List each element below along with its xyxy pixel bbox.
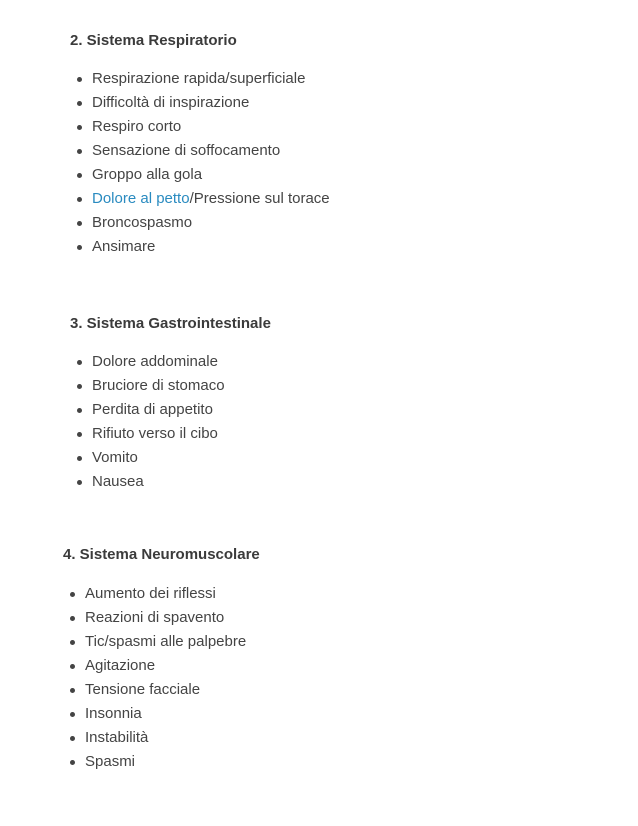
list-item-text: Insonnia: [85, 705, 142, 722]
bullet-icon: [77, 408, 82, 413]
bullet-icon: [70, 712, 75, 717]
list-item-text: Groppo alla gola: [92, 166, 203, 183]
list-item-text: Aumento dei riflessi: [85, 585, 216, 602]
bullet-icon: [77, 101, 82, 106]
bullet-icon: [70, 616, 75, 621]
bullet-icon: [70, 664, 75, 669]
bullet-icon: [70, 736, 75, 741]
list-item-text: Nausea: [92, 473, 144, 490]
bullet-icon: [77, 197, 82, 202]
bullet-icon: [77, 221, 82, 226]
bullet-icon: [77, 432, 82, 437]
chest-pain-link[interactable]: Dolore al petto: [92, 190, 190, 207]
list-item-text: Dolore addominale: [92, 353, 218, 370]
bullet-icon: [77, 77, 82, 82]
list-item-text: Sensazione di soffocamento: [92, 142, 281, 159]
list-item-text: Reazioni di spavento: [85, 609, 225, 626]
list-item-text: Respirazione rapida/superficiale: [92, 70, 306, 87]
list-item-text: Instabilità: [85, 729, 149, 746]
bullet-icon: [70, 760, 75, 765]
bullet-icon: [70, 688, 75, 693]
bullet-icon: [77, 149, 82, 154]
bullet-icon: [77, 245, 82, 250]
bullet-icon: [77, 173, 82, 178]
list-item-text: Broncospasmo: [92, 214, 193, 231]
bullet-icon: [77, 125, 82, 130]
list-item-text: Difficoltà di inspirazione: [92, 94, 250, 111]
bullet-icon: [77, 384, 82, 389]
list-item-text: Spasmi: [85, 753, 136, 770]
list-item-text: Tensione facciale: [85, 681, 201, 698]
section-title: 4. Sistema Neuromuscolare: [63, 546, 260, 563]
list-item-rest-text: /Pressione sul torace: [189, 190, 330, 207]
list-item-text: Vomito: [92, 449, 138, 466]
section-title: 2. Sistema Respiratorio: [70, 32, 237, 49]
list-item-text: Agitazione: [85, 657, 156, 674]
list-item-text: Ansimare: [92, 238, 156, 255]
list-item-text: Tic/spasmi alle palpebre: [85, 633, 247, 650]
bullet-icon: [77, 456, 82, 461]
list-item-text: Bruciore di stomaco: [92, 377, 225, 394]
bullet-icon: [77, 360, 82, 365]
list-item-text: Rifiuto verso il cibo: [92, 425, 218, 442]
bullet-icon: [77, 480, 82, 485]
list-item-text: [92, 187, 330, 211]
list-item-text: Respiro corto: [92, 118, 182, 135]
bullet-icon: [70, 640, 75, 645]
bullet-icon: [70, 592, 75, 597]
section-title: 3. Sistema Gastrointestinale: [70, 315, 271, 332]
list-item-text: Perdita di appetito: [92, 401, 213, 418]
